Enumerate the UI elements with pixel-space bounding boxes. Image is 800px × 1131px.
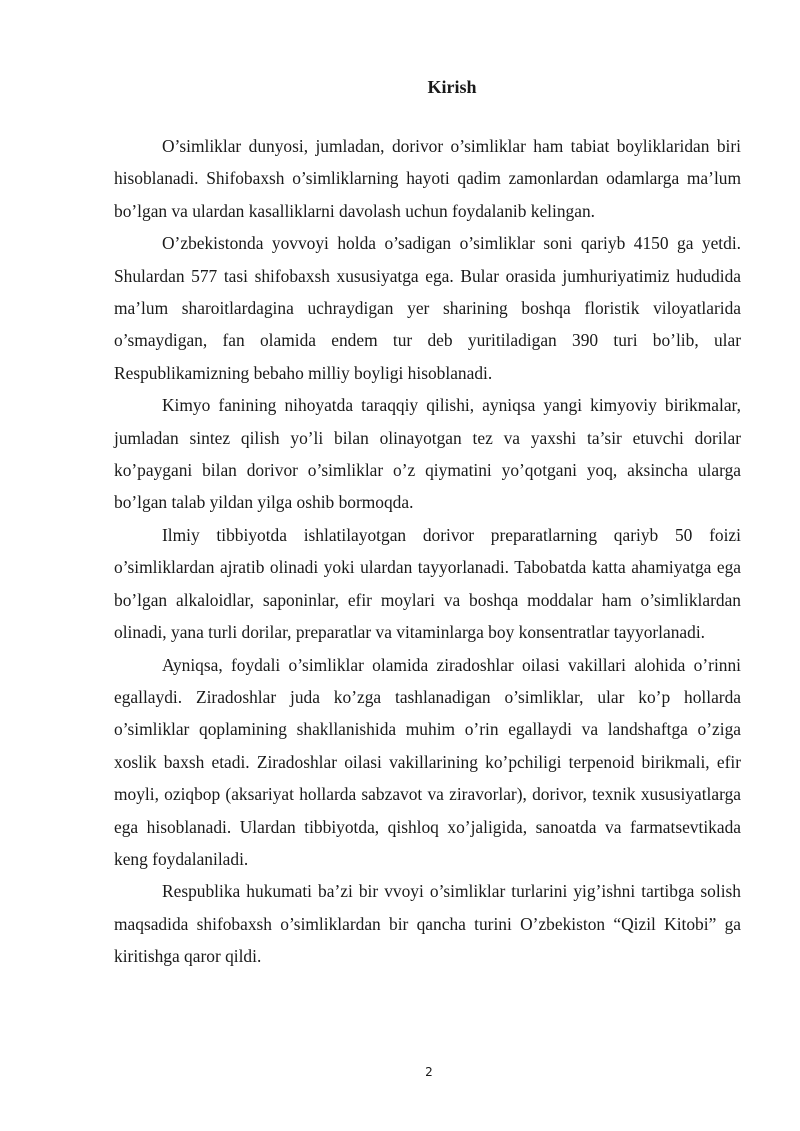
paragraph: Respublika hukumati ba’zi bir vvoyi o’simliklar turlarini yig’ishni tartibga solish maqsadida shifobaxsh o’simliklardan bir qancha turini O’zbekiston “Qizil Kitobi” ga kiritishga qaror qildi.	[114, 881, 741, 967]
page-title: Kirish	[427, 77, 477, 97]
paragraph: O’zbekistonda yovvoyi holda o’sadigan o’simliklar soni qariyb 4150 ga yetdi. Shulardan 577 tasi shifobaxsh xususiyatga ega. Bular orasida jumhuriyatimiz hududida ma’lum sharoitlardagina uchraydigan yer sharining boshqa floristik viloyatlarida o’smaydigan, fan olamida endem tur deb yuritiladigan 390 turi bo’lib, ular Respublikamizning bebaho milliy boyligi hisoblanadi.	[114, 233, 741, 383]
paragraph: Kimyo fanining nihoyatda taraqqiy qilishi, ayniqsa yangi kimyoviy birikmalar, jumladan sintez qilish yo’li bilan olinayotgan tez va yaxshi ta’sir etuvchi dorilar ko’paygani bilan dorivor o’simliklar o’z qiymatini yo’qotgani yoq, aksincha ularga bo’lgan talab yildan yilga oshib bormoqda.	[114, 395, 741, 513]
paragraph: Ayniqsa, foydali o’simliklar olamida ziradoshlar oilasi vakillari alohida o’rinni egallaydi. Ziradoshlar juda ko’zga tashlanadigan o’simliklar, ular ko’p hollarda o’simliklar qoplamining shakllanishida muhim o’rin egallaydi va landshaftga o’ziga xoslik baxsh etadi. Ziradoshlar oilasi vakillarining ko’pchiligi terpenoid birikmali, efir moyli, oziqbop (aksariyat hollarda sabzavot va ziravorlar), dorivor, texnik xususiyatlarga ega hisoblanadi. Ulardan tibbiyotda, qishloq xo’jaligida, sanoatda va farmatsevtikada keng foydalaniladi.	[114, 654, 741, 869]
body-text	[114, 130, 741, 973]
paragraph: O’simliklar dunyosi, jumladan, dorivor o’simliklar ham tabiat boyliklaridan biri hisoblanadi. Shifobaxsh o’simliklarning hayoti qadim zamonlardan odamlarga ma’lum bo’lgan va ulardan kasalliklarni davolash uchun foydalanib kelingan.	[114, 136, 741, 221]
paragraph: Ilmiy tibbiyotda ishlatilayotgan dorivor preparatlarning qariyb 50 foizi o’simliklardan ajratib olinadi yoki ulardan tayyorlanadi. Tabobatda katta ahamiyatga ega bo’lgan alkaloidlar, saponinlar, efir moylari va boshqa moddalar ham o’simliklardan olinadi, yana turli dorilar, preparatlar va vitaminlarga boy konsentratlar tayyorlanadi.	[114, 524, 741, 643]
page-number: 2	[425, 1065, 433, 1079]
